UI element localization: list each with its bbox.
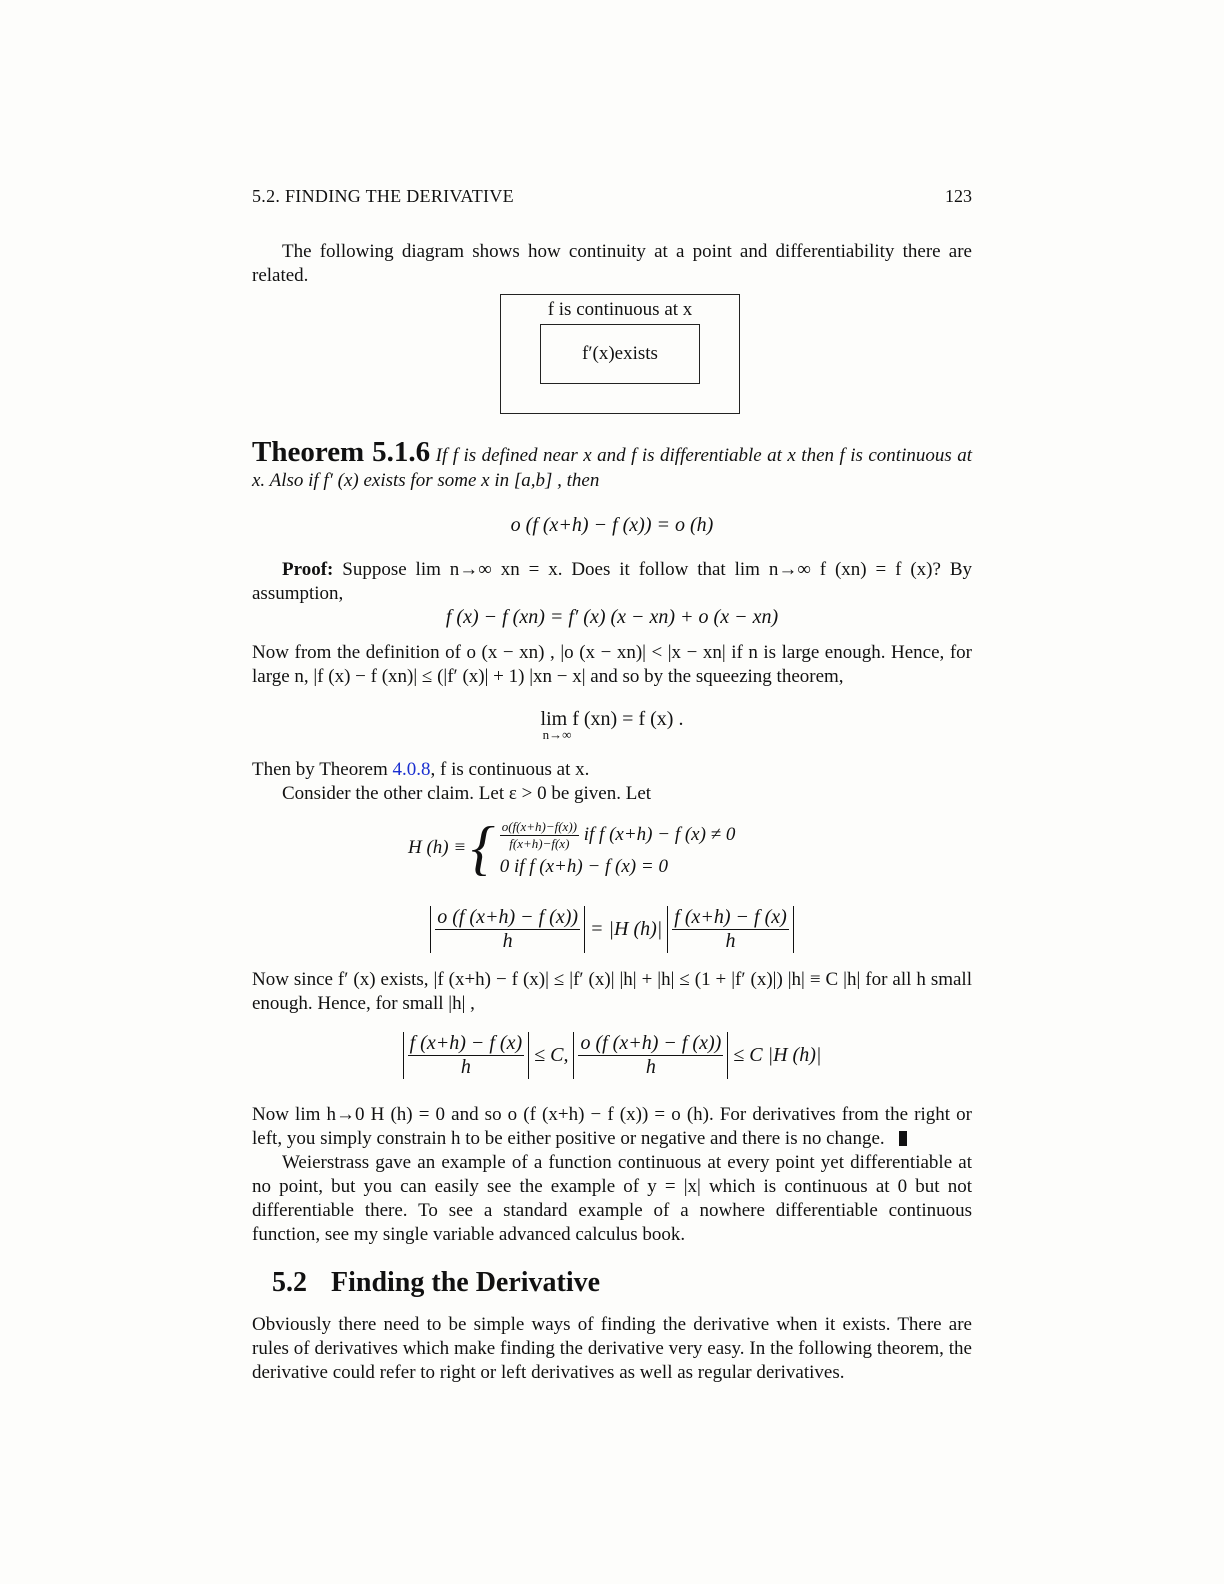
H-definition: [408, 815, 736, 881]
equation-1: o (f (x+h) − f (x)) = o (h): [510, 514, 714, 536]
abs-2: [573, 1032, 728, 1079]
abs-right: [667, 906, 794, 953]
fraction-1: [408, 1032, 525, 1079]
H-lhs: H (h) ≡: [408, 837, 467, 858]
proof-text-1: Suppose lim n→∞ xn = x. Does it follow that lim n→∞ f (xn) = f (x)? By assumption,: [252, 559, 972, 604]
frac-1-den: h: [460, 1056, 471, 1078]
header-section: 5.2. FINDING THE DERIVATIVE: [252, 186, 514, 206]
equation-5: [252, 1032, 972, 1079]
equation-4: [252, 906, 972, 953]
paragraph-6-text: Now lim h→0 H (h) = 0 and so o (f (x+h) − f (x)) = o (h). For derivatives from the right or left, you simply constrain h to be either positive or negative and there is no change.: [252, 1104, 972, 1149]
limit-expression: lim f (xn) = f (x) .: [540, 708, 684, 730]
theorem-label: Theorem 5.1.6: [252, 436, 431, 468]
diagram-inner-label: f′(x)exists: [582, 343, 658, 364]
H-cases: [500, 819, 736, 878]
H-case1-fraction: [500, 819, 579, 852]
proof-paragraph-4: Consider the other claim. Let ε > 0 be given. Let: [282, 783, 652, 804]
left-brace: {: [470, 815, 495, 881]
proof-paragraph-3: [252, 758, 972, 782]
abs-1: [403, 1032, 530, 1079]
continuity-diagram-inner-box: [540, 324, 700, 384]
eq5-middle: ≤ C,: [534, 1044, 569, 1066]
paragraph-6: [252, 1103, 972, 1151]
frac-right-num: f (x+h) − f (x): [674, 906, 787, 928]
abs-left: [430, 906, 585, 953]
section-number: 5.2: [272, 1267, 307, 1298]
frac-1-num: f (x+h) − f (x): [409, 1032, 523, 1054]
equation-2: f (x) − f (xn) = f′ (x) (x − xn) + o (x − xn): [445, 606, 779, 628]
H-case1-den: f(x+h)−f(x): [509, 835, 570, 851]
proof-label: Proof:: [282, 559, 334, 580]
eq4-middle: = |H (h)|: [590, 918, 663, 940]
proof-text-3a: Then by Theorem: [252, 759, 393, 780]
qed-square-icon: [899, 1131, 907, 1146]
diagram-outer-label: f is continuous at x: [547, 299, 693, 320]
paragraph-7: Weierstrass gave an example of a function continuous at every point yet differentiable at no point, but you can easily see the example of y = |x| which is continuous at 0 but not differentiable there. To see a standard example of a nowhere differentiable continuous function, see my single variable advanced calculus book.: [252, 1152, 972, 1245]
frac-right-den: h: [725, 930, 736, 952]
section-heading: [272, 1267, 600, 1299]
H-case2: 0 if f (x+h) − f (x) = 0: [499, 855, 668, 877]
frac-left-den: h: [502, 930, 513, 952]
fraction-left: [435, 906, 580, 953]
paragraph-5: Now since f′ (x) exists, |f (x+h) − f (x)| ≤ |f′ (x)| |h| + |h| ≤ (1 + |f′ (x)|) |h| ≡ C |h| for all h small enough. Hence, for small |h| ,: [252, 969, 972, 1014]
equation-3: [252, 708, 972, 743]
proof-paragraph-1: [252, 558, 972, 606]
theorem-reference-link[interactable]: 4.0.8: [392, 759, 431, 780]
frac-2-num: o (f (x+h) − f (x)): [580, 1032, 722, 1054]
theorem-block: [252, 436, 972, 493]
paragraph-8: Obviously there need to be simple ways of finding the derivative when it exists. There are rules of derivatives which make finding the derivative very easy. In the following theorem, the derivative could refer to right or left derivatives as well as regular derivatives.: [252, 1314, 972, 1383]
section-title: Finding the Derivative: [331, 1267, 601, 1298]
theorem-statement: If f is defined near x and f is differentiable at x then f is continuous at x. Also if f′ (x) exists for some x in [a,b] , then: [252, 445, 972, 491]
frac-left-num: o (f (x+h) − f (x)): [437, 906, 579, 928]
proof-paragraph-2: Now from the definition of o (x − xn) , |o (x − xn)| < |x − xn| if n is large enough. Hence, for large n, |f (x) − f (xn)| ≤ (|f′ (x)| + 1) |xn − x| and so by the squeezing theorem,: [252, 642, 972, 687]
intro-paragraph: The following diagram shows how continuity at a point and differentiability there are related.: [252, 241, 972, 286]
continuity-diagram-outer-box: [500, 294, 740, 414]
frac-2-den: h: [645, 1056, 656, 1078]
limit-subscript: n→∞: [542, 727, 572, 742]
H-case1-condition: if f (x+h) − f (x) ≠ 0: [583, 823, 736, 845]
fraction-right: [672, 906, 789, 953]
proof-text-3b: , f is continuous at x.: [430, 759, 590, 780]
H-case1-num: o(f(x+h)−f(x)): [501, 818, 577, 834]
page-number: 123: [945, 186, 972, 206]
eq5-end: ≤ C |H (h)|: [733, 1044, 822, 1066]
fraction-2: [578, 1032, 723, 1079]
